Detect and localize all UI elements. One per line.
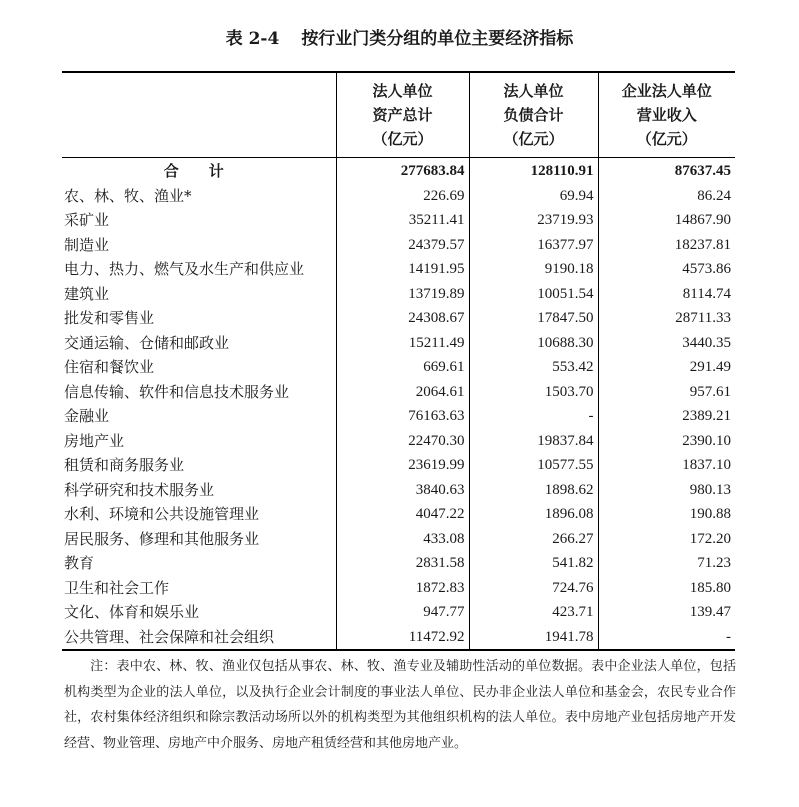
industry-name: 居民服务、修理和其他服务业: [64, 529, 260, 548]
liabilities-value: 10051.54: [469, 282, 598, 307]
liabilities-value: 724.76: [469, 576, 598, 601]
header-total-assets: 法人单位 资产总计 （亿元）: [336, 72, 469, 157]
header-industry: [62, 72, 336, 157]
assets-value: 14191.95: [336, 257, 469, 282]
revenue-value: 172.20: [598, 527, 735, 552]
liabilities-value: 1941.78: [469, 625, 598, 651]
table-row: [62, 502, 735, 527]
liabilities-value: 10688.30: [469, 331, 598, 356]
industry-name: 卫生和社会工作: [64, 578, 170, 597]
revenue-value: 86.24: [598, 184, 735, 209]
revenue-value: 4573.86: [598, 257, 735, 282]
table-body: [62, 157, 735, 650]
liabilities-value: 423.71: [469, 600, 598, 625]
header-row: [62, 72, 735, 157]
table-row: [62, 453, 735, 478]
assets-value: 3840.63: [336, 478, 469, 503]
assets-value: 4047.22: [336, 502, 469, 527]
liabilities-value: 266.27: [469, 527, 598, 552]
economic-indicators-table: [62, 71, 735, 651]
liabilities-value: 23719.93: [469, 208, 598, 233]
industry-name: 水利、环境和公共设施管理业: [64, 505, 260, 523]
total-label: 合计: [163, 161, 254, 180]
revenue-value: 71.23: [598, 551, 735, 576]
industry-name: 教育: [64, 554, 95, 572]
revenue-value: 18237.81: [598, 233, 735, 258]
table-row: [62, 355, 735, 380]
revenue-value: 980.13: [598, 478, 735, 503]
assets-value: 669.61: [336, 355, 469, 380]
liabilities-value: -: [469, 404, 598, 429]
liabilities-value: 1896.08: [469, 502, 598, 527]
industry-name: 批发和零售业: [64, 309, 155, 327]
revenue-value: 139.47: [598, 600, 735, 625]
assets-value: 24308.67: [336, 306, 469, 331]
assets-value: 76163.63: [336, 404, 469, 429]
industry-name: 科学研究和技术服务业: [64, 480, 215, 499]
revenue-value: 1837.10: [598, 453, 735, 478]
table-row: [62, 404, 735, 429]
revenue-value: 185.80: [598, 576, 735, 601]
industry-name: 公共管理、社会保障和社会组织: [62, 625, 336, 651]
table-row: [62, 208, 735, 233]
revenue-value: 8114.74: [598, 282, 735, 307]
liabilities-value: 541.82: [469, 551, 598, 576]
table-row: [62, 331, 735, 356]
table-row: [62, 527, 735, 552]
liabilities-value: 69.94: [469, 184, 598, 209]
industry-name: 交通运输、仓储和邮政业: [64, 333, 230, 352]
revenue-value: -: [598, 625, 735, 651]
assets-value: 35211.41: [336, 208, 469, 233]
table-row: [62, 625, 735, 651]
total-assets: 277683.84: [336, 157, 469, 184]
assets-value: 2831.58: [336, 551, 469, 576]
assets-value: 23619.99: [336, 453, 469, 478]
table-row: [62, 257, 735, 282]
table-row: [62, 600, 735, 625]
industry-name: 房地产业: [64, 431, 125, 450]
liabilities-value: 553.42: [469, 355, 598, 380]
header-operating-revenue: 企业法人单位 营业收入 （亿元）: [598, 72, 735, 157]
table-row: [62, 380, 735, 405]
liabilities-value: 16377.97: [469, 233, 598, 258]
liabilities-value: 19837.84: [469, 429, 598, 454]
revenue-value: 3440.35: [598, 331, 735, 356]
assets-value: 226.69: [336, 184, 469, 209]
revenue-value: 14867.90: [598, 208, 735, 233]
assets-value: 11472.92: [336, 625, 469, 651]
liabilities-value: 1503.70: [469, 380, 598, 405]
total-revenue: 87637.45: [598, 157, 735, 184]
industry-name: 采矿业: [64, 211, 110, 229]
header-total-liabilities: 法人单位 负债合计 （亿元）: [469, 72, 598, 157]
liabilities-value: 17847.50: [469, 306, 598, 331]
table-row: [62, 551, 735, 576]
table-row: [62, 233, 735, 258]
industry-name: 农、林、牧、渔业*: [64, 186, 192, 205]
table-row: [62, 429, 735, 454]
table-number: 表 2-4: [225, 29, 280, 49]
table-title: [0, 24, 799, 49]
revenue-value: 957.61: [598, 380, 735, 405]
industry-name: 电力、热力、燃气及水生产和供应业: [64, 260, 305, 278]
table-row: [62, 306, 735, 331]
table-row: [62, 184, 735, 209]
revenue-value: 28711.33: [598, 306, 735, 331]
liabilities-value: 10577.55: [469, 453, 598, 478]
assets-value: 22470.30: [336, 429, 469, 454]
assets-value: 947.77: [336, 600, 469, 625]
assets-value: 433.08: [336, 527, 469, 552]
footnote-text: 注：表中农、林、牧、渔业仅包括从事农、林、牧、渔专业及辅助性活动的单位数据。表中企业法人单位，包括机构类型为企业的法人单位，以及执行企业会计制度的事业法人单位、民办非企业法人单位和基金会，农民专业合作社，农村集体经济组织和除宗教活动场所以外的机构类型为其他组织机构的法人单位。表中房地产业包括房地产开发经营、物业管理、房地产中介服务、房地产租赁经营和其他房地产业。: [64, 659, 736, 751]
revenue-value: 2390.10: [598, 429, 735, 454]
industry-name: 制造业: [64, 235, 110, 254]
revenue-value: 2389.21: [598, 404, 735, 429]
table-row: [62, 478, 735, 503]
industry-name: 信息传输、软件和信息技术服务业: [64, 382, 290, 401]
liabilities-value: 9190.18: [469, 257, 598, 282]
assets-value: 2064.61: [336, 380, 469, 405]
table-row: [62, 282, 735, 307]
industry-name: 住宿和餐饮业: [64, 358, 155, 376]
revenue-value: 291.49: [598, 355, 735, 380]
industry-name: 建筑业: [64, 284, 110, 303]
industry-name: 金融业: [64, 407, 110, 425]
revenue-value: 190.88: [598, 502, 735, 527]
liabilities-value: 1898.62: [469, 478, 598, 503]
assets-value: 1872.83: [336, 576, 469, 601]
industry-name: 文化、体育和娱乐业: [64, 603, 200, 621]
table-caption: 按行业门类分组的单位主要经济指标: [301, 29, 574, 49]
industry-name: 租赁和商务服务业: [64, 456, 185, 474]
footnote: [64, 654, 736, 756]
assets-value: 24379.57: [336, 233, 469, 258]
total-row: [62, 157, 735, 184]
assets-value: 15211.49: [336, 331, 469, 356]
total-liabilities: 128110.91: [469, 157, 598, 184]
assets-value: 13719.89: [336, 282, 469, 307]
table-row: [62, 576, 735, 601]
